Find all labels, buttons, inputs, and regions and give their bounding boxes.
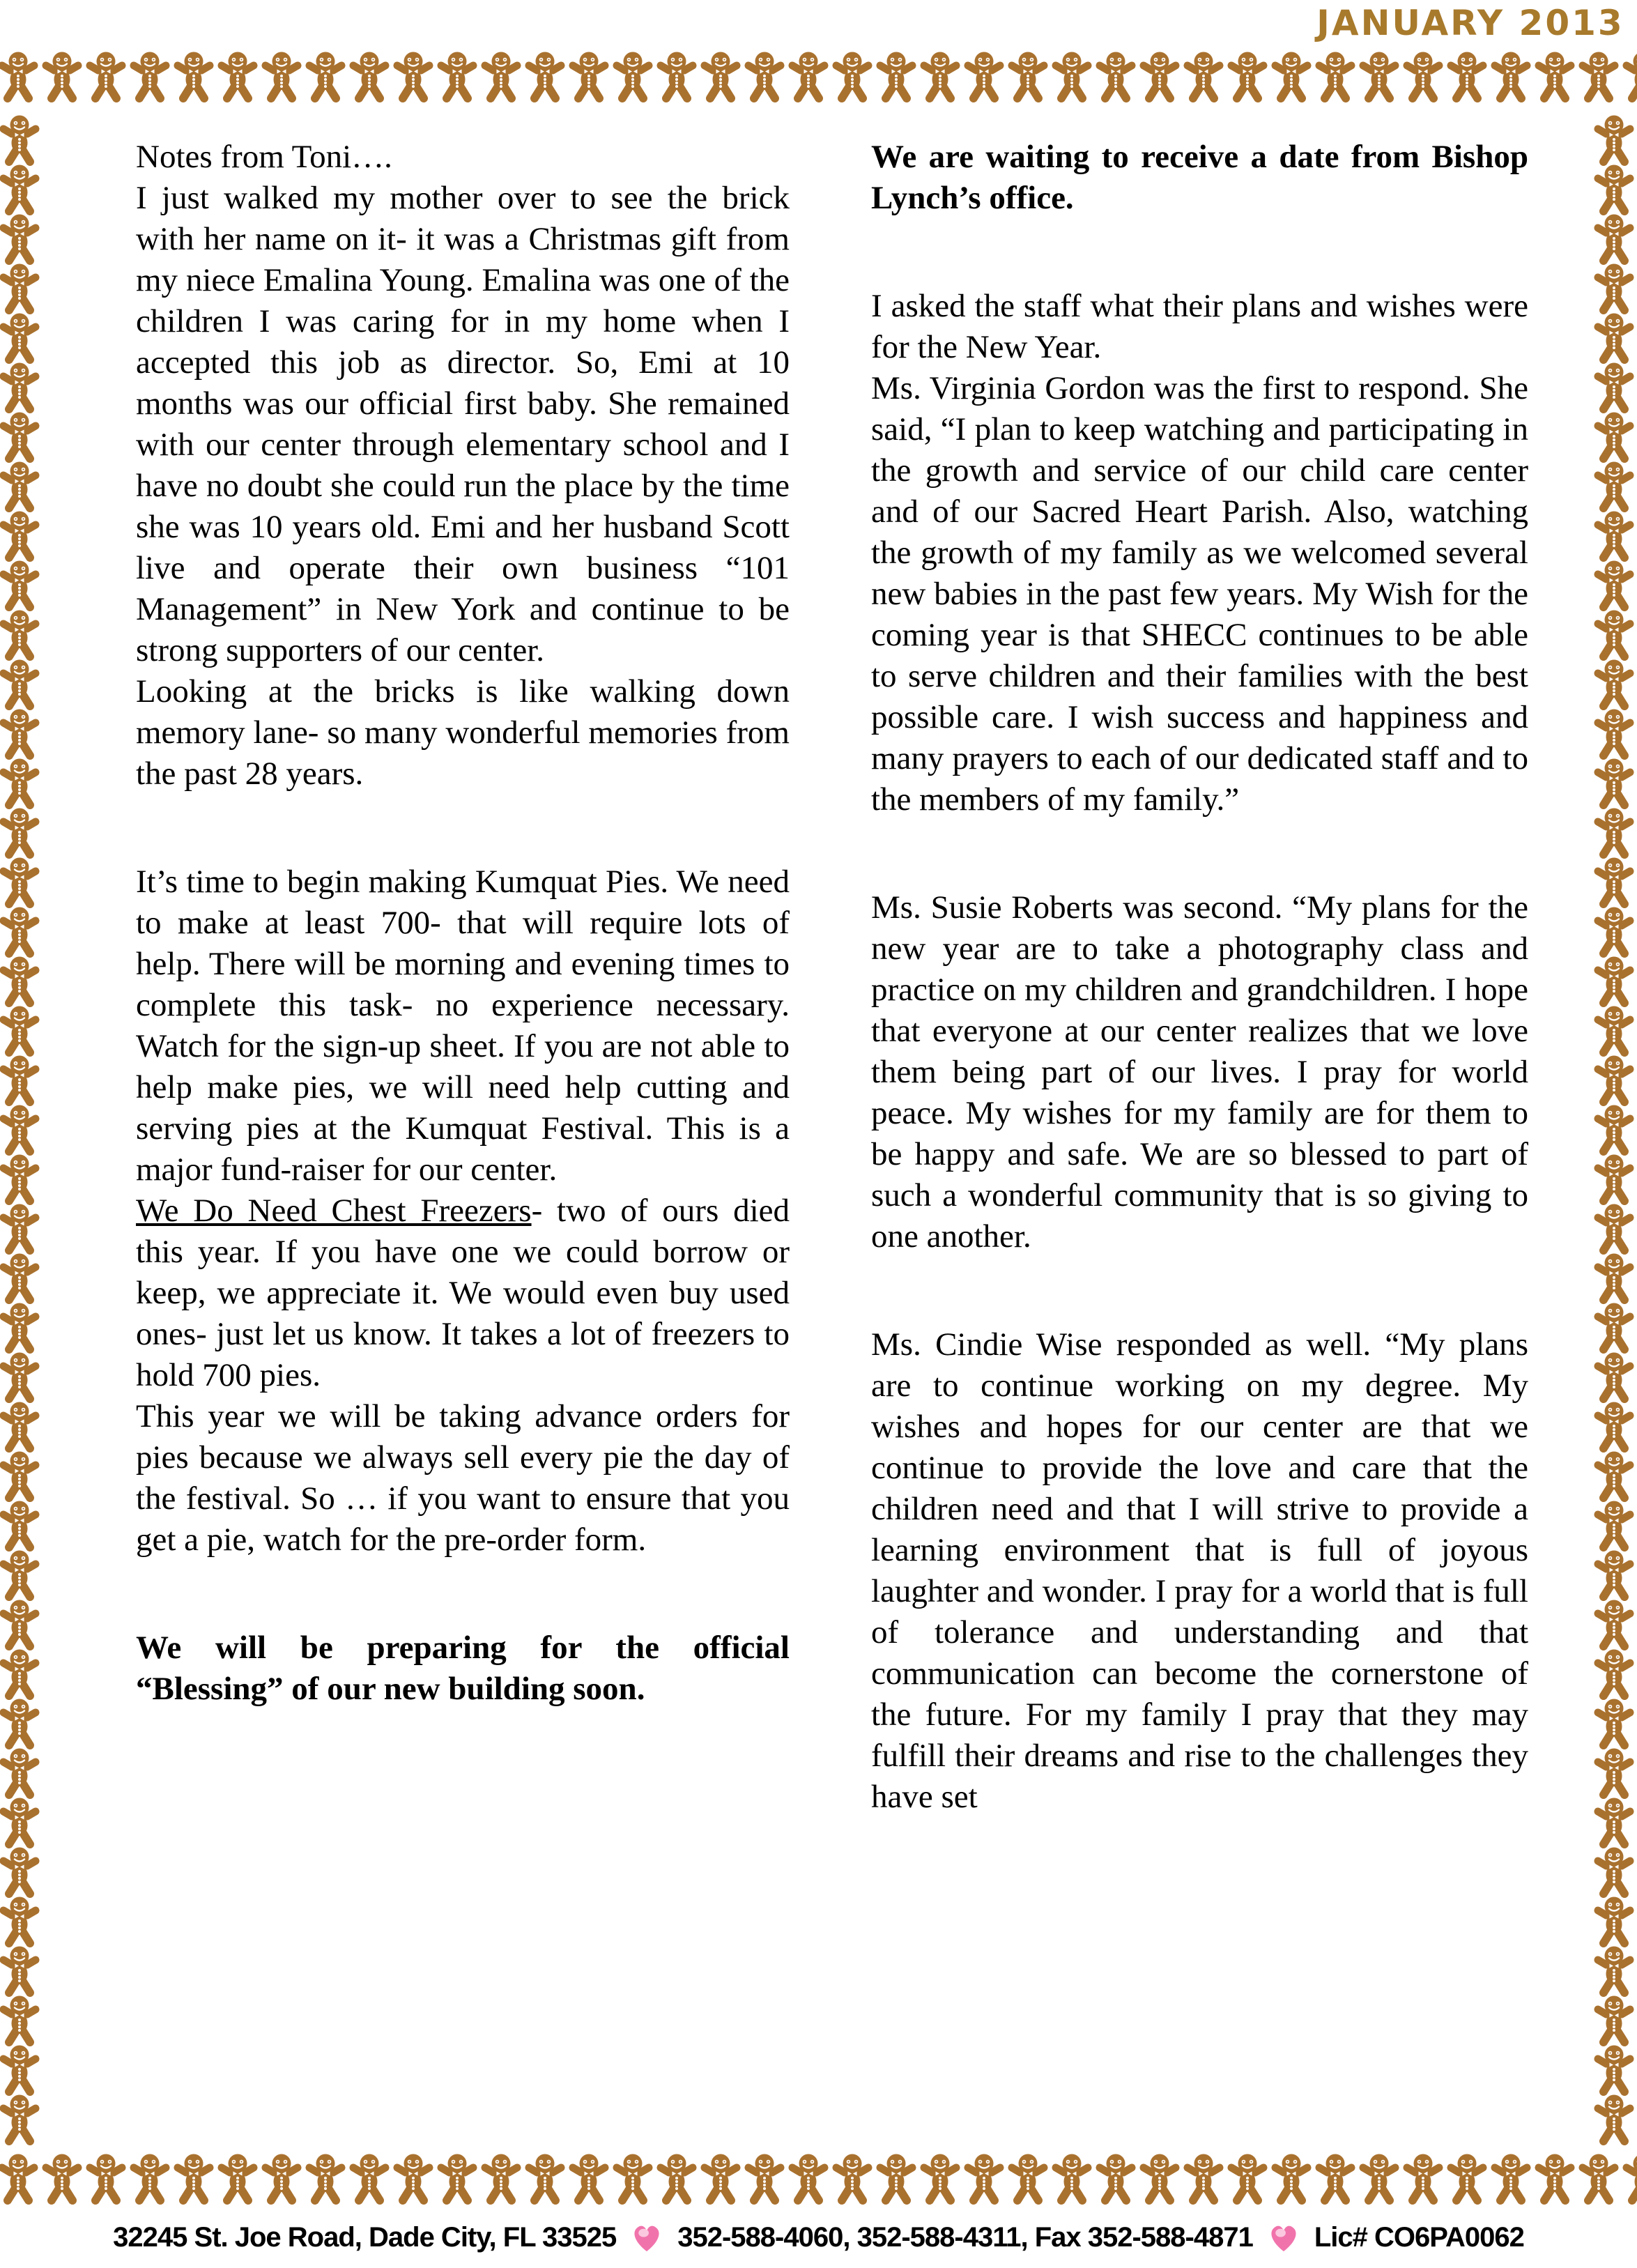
paragraph: Looking at the bricks is like walking down memory lane- so many wonderful memories from the past 28 years. [136, 673, 790, 792]
page-date: JANUARY 2013 [1316, 3, 1624, 43]
paragraph [136, 1190, 790, 1396]
footer-phones: 352-588-4060, 352-588-4311, Fax 352-588-4871 [677, 2222, 1253, 2253]
column-heading: We are waiting to receive a date from Bishop Lynch’s office. [871, 139, 1528, 216]
paragraph-bold: We will be preparing for the official “Blessing” of our new building soon. [136, 1630, 790, 1707]
paragraph: Ms. Susie Roberts was second. “My plans for the new year are to take a photography class and practice on my children and grandchildren. I hope that everyone at our center realizes that we love them being part of our lives. I pray for world peace. My wishes for my family are for them to be happy and safe. We are so blessed to part of such a wonderful community that is so giving to one another. [871, 889, 1528, 1255]
gingerbread-border-right [1592, 115, 1637, 2150]
paragraph: It’s time to begin making Kumquat Pies. We need to make at least 700- that will require lots of help. There will be morning and evening times to complete this task- no experience necessary. Watch for the sign-up sheet. If you are not able to help make pies, we will need help cutting and serving pies at the Kumquat Festival. This is a major fund-raiser for our center. [136, 864, 790, 1188]
gingerbread-border-top [0, 49, 1637, 113]
paragraph: Ms. Virginia Gordon was the first to respond. She said, “I plan to keep watching and participating in the growth and service of our child care center and of our Sacred Heart Parish. Also, watching the growth of my family as we welcomed several new babies in the past few years. My Wish for the coming year is that SHECC continues to be able to serve children and their families with the best possible care. I wish success and happiness and many prayers to each of our dedicated staff and to the members of my family.” [871, 370, 1528, 818]
paragraph-text: - two of ours died this year. If you have one we could borrow or keep, we appreciate it. We would even buy used ones- just let us know. It takes a lot of freezers to hold 700 pies. [136, 1193, 790, 1393]
paragraph: Ms. Cindie Wise responded as well. “My plans are to continue working on my degree. My wishes and hopes for our center are that we continue to provide the love and care that the children need and that I will strive to provide a learning environment that is full of joyous laughter and wonder. I pray for a world that is full of tolerance and understanding and that communication can become the cornerstone of the future. For my family I pray that they may fulfill their dreams and rise to the challenges they have set [871, 1326, 1528, 1815]
underlined-phrase: We Do Need Chest Freezers [136, 1193, 532, 1229]
heart-icon [1267, 2223, 1300, 2253]
paragraph: I just walked my mother over to see the brick with her name on it- it was a Christmas gift from my niece Emalina Young. Emalina was one of the children I was caring for in my home when I accepted this job as director. So, Emi at 10 months was our official first baby. She remained with our center through elementary school and I have no doubt she could run the place by the time she was 10 years old. Emi and her husband Scott live and operate their own business “101 Management” in New York and continue to be strong supporters of our center. [136, 180, 790, 668]
footer [0, 2222, 1637, 2253]
left-column [136, 137, 790, 1710]
footer-license: Lic# CO6PA0062 [1314, 2222, 1524, 2253]
column-heading: Notes from Toni…. [136, 139, 392, 175]
heart-icon [630, 2223, 663, 2253]
right-column [871, 137, 1528, 1818]
footer-address: 32245 St. Joe Road, Dade City, FL 33525 [113, 2222, 617, 2253]
gingerbread-border-bottom [0, 2151, 1637, 2215]
paragraph: This year we will be taking advance orders for pies because we always sell every pie the day of the festival. So … if you want to ensure that you get a pie, watch for the pre-order form. [136, 1398, 790, 1558]
paragraph: I asked the staff what their plans and wishes were for the New Year. [871, 288, 1528, 365]
gingerbread-border-left [0, 115, 46, 2150]
